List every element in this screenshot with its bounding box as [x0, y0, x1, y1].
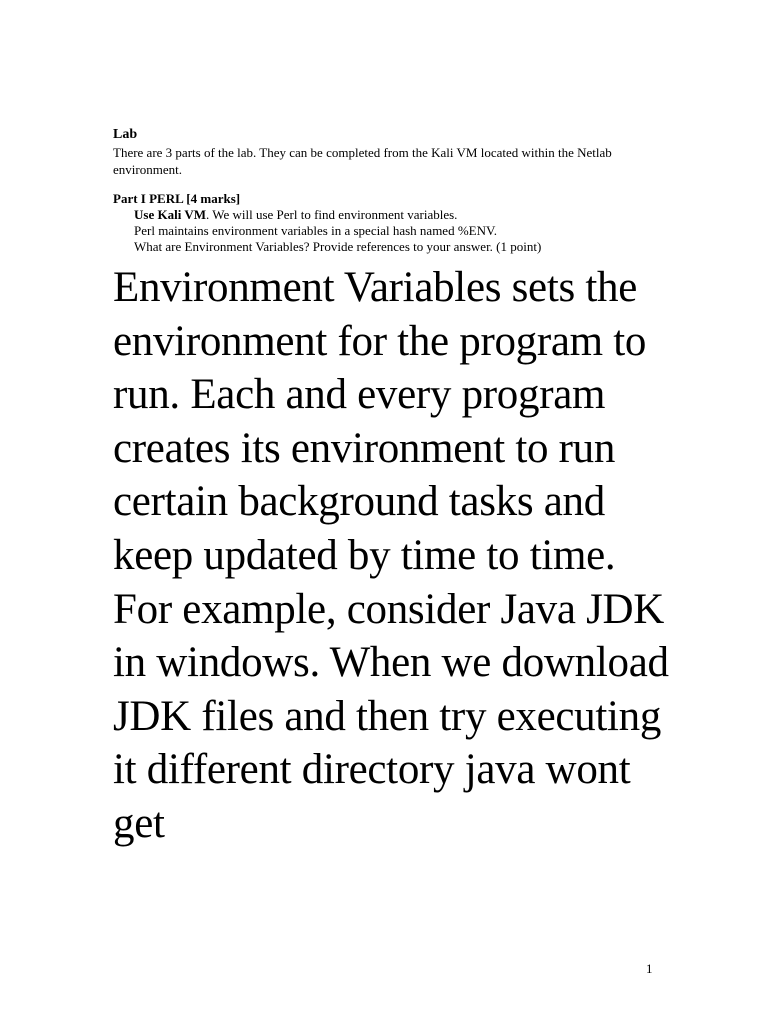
part-1-instruction-1-bold: Use Kali VM [134, 207, 206, 222]
part-1-instruction-1-rest: . We will use Perl to find environment variables. [205, 207, 458, 222]
part-1-heading: Part I PERL [4 marks] [113, 191, 241, 206]
page-content [113, 126, 673, 851]
lab-title: Lab [113, 127, 138, 142]
answer-text: Environment Variables sets the environment for the program to run. Each and every program creates its environment to run certain background tasks and keep updated by time to time. For example, consider Java JDK in windows. When we download JDK files and then try executing it different directory java wont get [113, 264, 669, 847]
page-number: 1 [646, 961, 653, 976]
lab-intro-paragraph: There are 3 parts of the lab. They can be completed from the Kali VM located within the Netlab environment. [113, 145, 612, 177]
part-1-instruction-1 [113, 207, 673, 223]
part-1-instruction-2: Perl maintains environment variables in a special hash named %ENV. [134, 223, 497, 238]
part-1-question: What are Environment Variables? Provide references to your answer. (1 point) [134, 239, 542, 254]
